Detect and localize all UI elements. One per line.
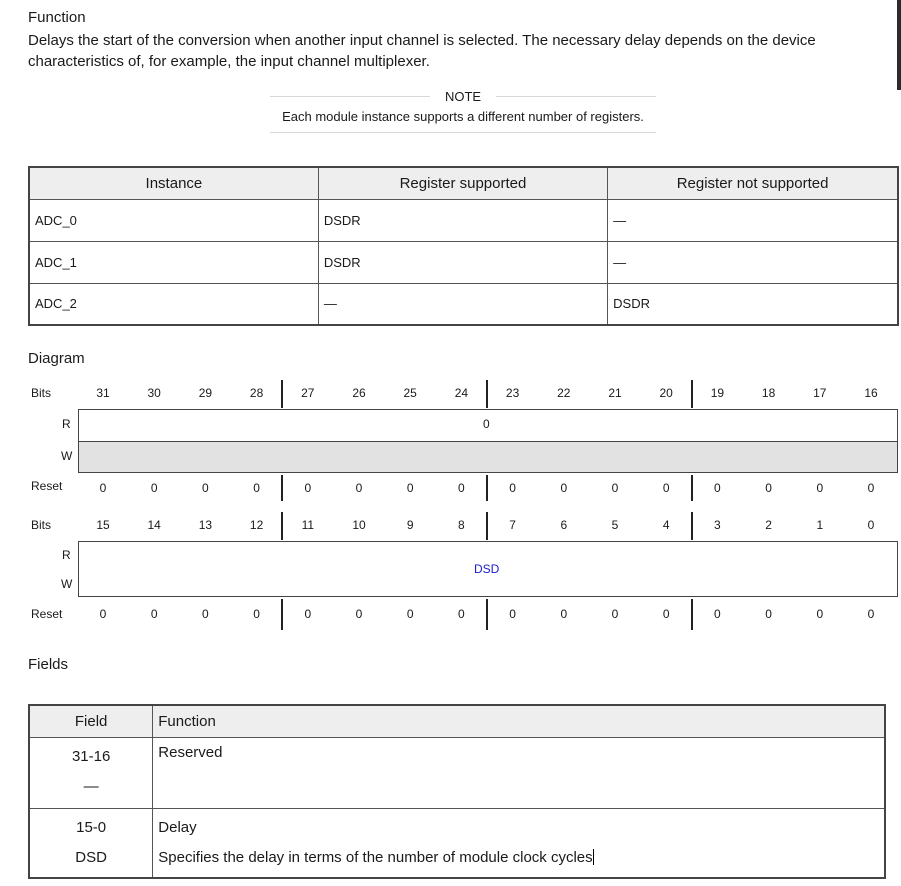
reset-value-bit-16: 0 [867, 481, 875, 495]
note-title: NOTE [270, 88, 656, 105]
reset-value-bit-30: 0 [150, 481, 158, 495]
reset-value-bit-15: 0 [99, 607, 107, 621]
reset-value-bit-20: 0 [662, 481, 670, 495]
table-row [29, 808, 885, 878]
instance-cell: ADC_0 [29, 199, 318, 241]
reset-value-bit-4: 0 [662, 607, 670, 621]
reset-label-lower: Reset [31, 607, 63, 621]
field-name: DSD [75, 848, 107, 866]
bits-label-lower: Bits [31, 518, 52, 532]
upper-w-row [79, 441, 897, 472]
dsd-field-link[interactable]: DSD [474, 562, 500, 576]
bit-number-26: 26 [352, 386, 366, 400]
reset-value-bit-25: 0 [406, 481, 414, 495]
field-name: — [83, 777, 99, 795]
bit-number-11: 11 [301, 518, 315, 532]
function-description-row [153, 843, 884, 873]
bit-number-13: 13 [198, 518, 213, 532]
bit-number-0: 0 [867, 518, 875, 532]
bit-number-31: 31 [96, 386, 110, 400]
diagram-heading: Diagram [28, 350, 85, 367]
field-cell [29, 808, 153, 878]
bit-number-7: 7 [509, 518, 516, 532]
nibble-separator [691, 380, 693, 408]
nibble-separator [691, 475, 693, 501]
reset-value-bit-1: 0 [816, 607, 824, 621]
field-bits: 15-0 [76, 818, 107, 836]
reset-value-bit-23: 0 [509, 481, 516, 495]
bit-number-28: 28 [249, 386, 264, 400]
fields-heading: Fields [28, 656, 69, 673]
bit-number-15: 15 [96, 518, 110, 532]
bit-number-22: 22 [557, 386, 571, 400]
table-row [29, 737, 885, 808]
field-bits: 31-16 [71, 747, 111, 765]
bit-number-2: 2 [765, 518, 772, 532]
bit-number-27: 27 [301, 386, 315, 400]
field-cell [29, 737, 153, 808]
bit-number-12: 12 [249, 518, 264, 532]
fields-table-header [29, 705, 885, 737]
supported-cell: — [318, 283, 607, 325]
function-cell [153, 737, 885, 808]
reset-value-bit-6: 0 [560, 607, 568, 621]
header-register-not-supported: Register not supported [608, 167, 898, 199]
bit-number-14: 14 [147, 518, 161, 532]
bit-number-10: 10 [352, 518, 366, 532]
supported-cell: DSDR [318, 199, 607, 241]
reset-value-bit-21: 0 [611, 481, 619, 495]
reset-value-bit-2: 0 [765, 607, 772, 621]
note-text: Each module instance supports a different number of registers. [282, 109, 644, 124]
bit-number-18: 18 [761, 386, 776, 400]
nibble-separator [691, 599, 693, 630]
reset-value-bit-14: 0 [150, 607, 158, 621]
r-label-upper: R [62, 417, 71, 431]
reset-value-bit-8: 0 [458, 607, 465, 621]
bit-number-9: 9 [406, 518, 414, 532]
bit-number-29: 29 [198, 386, 213, 400]
reset-value-bit-11: 0 [304, 607, 312, 621]
reset-value-bit-5: 0 [611, 607, 619, 621]
reset-value-bit-13: 0 [202, 607, 209, 621]
bit-number-21: 21 [608, 386, 622, 400]
reset-value-bit-7: 0 [509, 607, 516, 621]
function-description: Delays the start of the conversion when another input channel is selected. The necessary delay depends on the device characteristics of, for example, the input channel multiplexer. [28, 32, 816, 70]
bits-label-upper: Bits [31, 386, 52, 400]
bit-number-1: 1 [816, 518, 824, 532]
reset-value-bit-18: 0 [765, 481, 772, 495]
function-title: Reserved [158, 743, 223, 761]
bit-number-23: 23 [505, 386, 520, 400]
reset-value-bit-19: 0 [714, 481, 721, 495]
reset-value-bit-22: 0 [560, 481, 568, 495]
function-cell [153, 808, 885, 878]
reset-value-bit-17: 0 [816, 481, 824, 495]
reset-value-bit-29: 0 [202, 481, 209, 495]
bit-number-25: 25 [403, 386, 417, 400]
reset-value-bit-0: 0 [867, 607, 875, 621]
text-caret [593, 849, 594, 865]
bit-number-5: 5 [611, 518, 619, 532]
header-register-supported: Register supported [318, 167, 607, 199]
nibble-separator [281, 475, 283, 501]
function-title: Delay [158, 818, 197, 836]
w-label-upper: W [61, 449, 73, 463]
r-label-lower: R [62, 548, 71, 562]
fields-table [28, 704, 886, 879]
bit-number-19: 19 [710, 386, 725, 400]
bit-number-20: 20 [659, 386, 673, 400]
upper-r-value: 0 [483, 417, 490, 431]
header-instance: Instance [29, 167, 318, 199]
reset-value-bit-12: 0 [253, 607, 260, 621]
bit-number-17: 17 [813, 386, 827, 400]
not-supported-cell: DSDR [608, 283, 898, 325]
header-function: Function [153, 705, 885, 737]
reset-value-bit-9: 0 [406, 607, 414, 621]
instance-cell: ADC_1 [29, 241, 318, 283]
reset-value-bit-26: 0 [355, 481, 363, 495]
nibble-separator [486, 475, 488, 501]
bit-number-30: 30 [147, 386, 161, 400]
instance-cell: ADC_2 [29, 283, 318, 325]
bit-number-8: 8 [458, 518, 465, 532]
supported-cell: DSDR [318, 241, 607, 283]
not-supported-cell: — [608, 199, 898, 241]
nibble-separator [691, 512, 693, 540]
nibble-separator [486, 380, 488, 408]
function-heading: Function [28, 9, 86, 26]
function-desc-text: Specifies the delay in terms of the number of module clock cycles [158, 848, 593, 866]
bit-number-4: 4 [662, 518, 670, 532]
bit-number-16: 16 [864, 386, 878, 400]
reset-label-upper: Reset [31, 479, 63, 493]
w-label-lower: W [61, 577, 73, 591]
nibble-separator [281, 599, 283, 630]
bit-number-6: 6 [560, 518, 568, 532]
nibble-separator [281, 380, 283, 408]
not-supported-cell: — [608, 241, 898, 283]
header-field: Field [29, 705, 153, 737]
nibble-separator [281, 512, 283, 540]
nibble-separator [486, 599, 488, 630]
reset-value-bit-28: 0 [253, 481, 260, 495]
reset-value-bit-3: 0 [714, 607, 721, 621]
bit-number-3: 3 [714, 518, 721, 532]
reset-value-bit-31: 0 [99, 481, 107, 495]
reset-value-bit-10: 0 [355, 607, 363, 621]
nibble-separator [486, 512, 488, 540]
bit-number-24: 24 [454, 386, 469, 400]
reset-value-bit-27: 0 [304, 481, 312, 495]
reset-value-bit-24: 0 [458, 481, 465, 495]
